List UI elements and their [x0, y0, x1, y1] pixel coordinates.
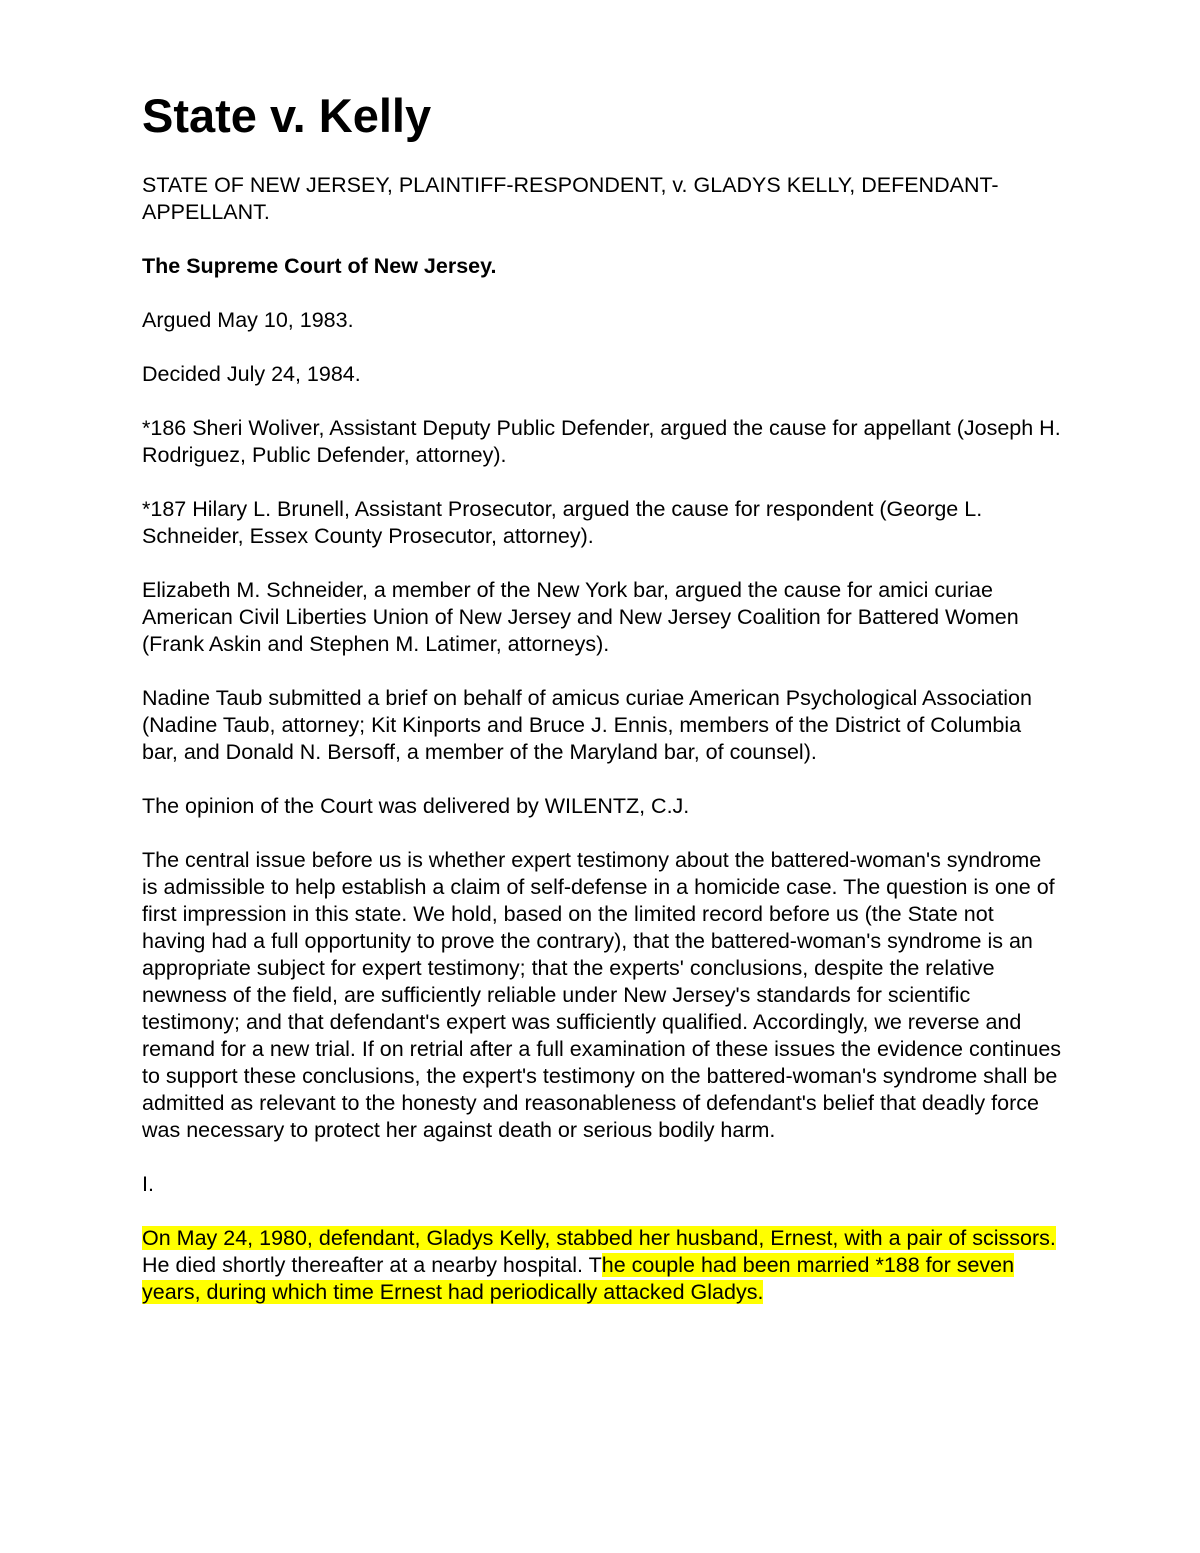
- counsel-appellant: *186 Sheri Woliver, Assistant Deputy Public Defender, argued the cause for appellant (Joseph H. Rodriguez, Public Defender, attorney).: [142, 416, 1061, 467]
- highlighted-text: he couple had been married *188 for seven years, during which time Ernest had periodically attacked Gladys.: [142, 1253, 1015, 1304]
- central-issue-paragraph: The central issue before us is whether expert testimony about the battered-woman's syndrome is admissible to help establish a claim of self-defense in a homicide case. The question is one of first impression in this state. We hold, based on the limited record before us (the State not having had a full opportunity to prove the contrary), that the battered-woman's syndrome is an appropriate subject for expert testimony; that the experts' conclusions, despite the relative newness of the field, are sufficiently reliable under New Jersey's standards for scientific testimony; and that defendant's expert was sufficiently qualified. Accordingly, we reverse and remand for a new trial. If on retrial after a full examination of these issues the evidence continues to support these conclusions, the expert's testimony on the battered-woman's syndrome shall be admitted as relevant to the honesty and reasonableness of defendant's belief that deadly force was necessary to protect her against death or serious bodily harm.: [142, 848, 1062, 1142]
- section-heading: I.: [142, 1172, 154, 1196]
- case-caption: STATE OF NEW JERSEY, PLAINTIFF-RESPONDENT, v. GLADYS KELLY, DEFENDANT-APPELLANT.: [142, 173, 999, 224]
- amici-aclu: Elizabeth M. Schneider, a member of the New York bar, argued the cause for amici curiae American Civil Liberties Union of New Jersey and New Jersey Coalition for Battered Women (Frank Askin and Stephen M. Latimer, attorneys).: [142, 578, 1019, 656]
- amicus-apa: Nadine Taub submitted a brief on behalf of amicus curiae American Psychological Association (Nadine Taub, attorney; Kit Kinports and Bruce J. Ennis, members of the District of Columbia bar, and Donald N. Bersoff, a member of the Maryland bar, of counsel).: [142, 686, 1032, 764]
- argued-date: Argued May 10, 1983.: [142, 308, 354, 332]
- counsel-respondent: *187 Hilary L. Brunell, Assistant Prosecutor, argued the cause for respondent (George L. Schneider, Essex County Prosecutor, attorney).: [142, 497, 983, 548]
- opinion-author: The opinion of the Court was delivered by WILENTZ, C.J.: [142, 794, 690, 818]
- document-page: [142, 88, 1062, 1333]
- document-title: State v. Kelly: [142, 89, 432, 142]
- court-name: The Supreme Court of New Jersey.: [142, 254, 497, 278]
- decided-date: Decided July 24, 1984.: [142, 362, 361, 386]
- highlighted-text: On May 24, 1980, defendant, Gladys Kelly, stabbed her husband, Ernest, with a pair of scissors.: [142, 1226, 1056, 1250]
- plain-text: He died shortly thereafter at a nearby hospital. T: [142, 1253, 602, 1277]
- facts-paragraph: [142, 1225, 1062, 1306]
